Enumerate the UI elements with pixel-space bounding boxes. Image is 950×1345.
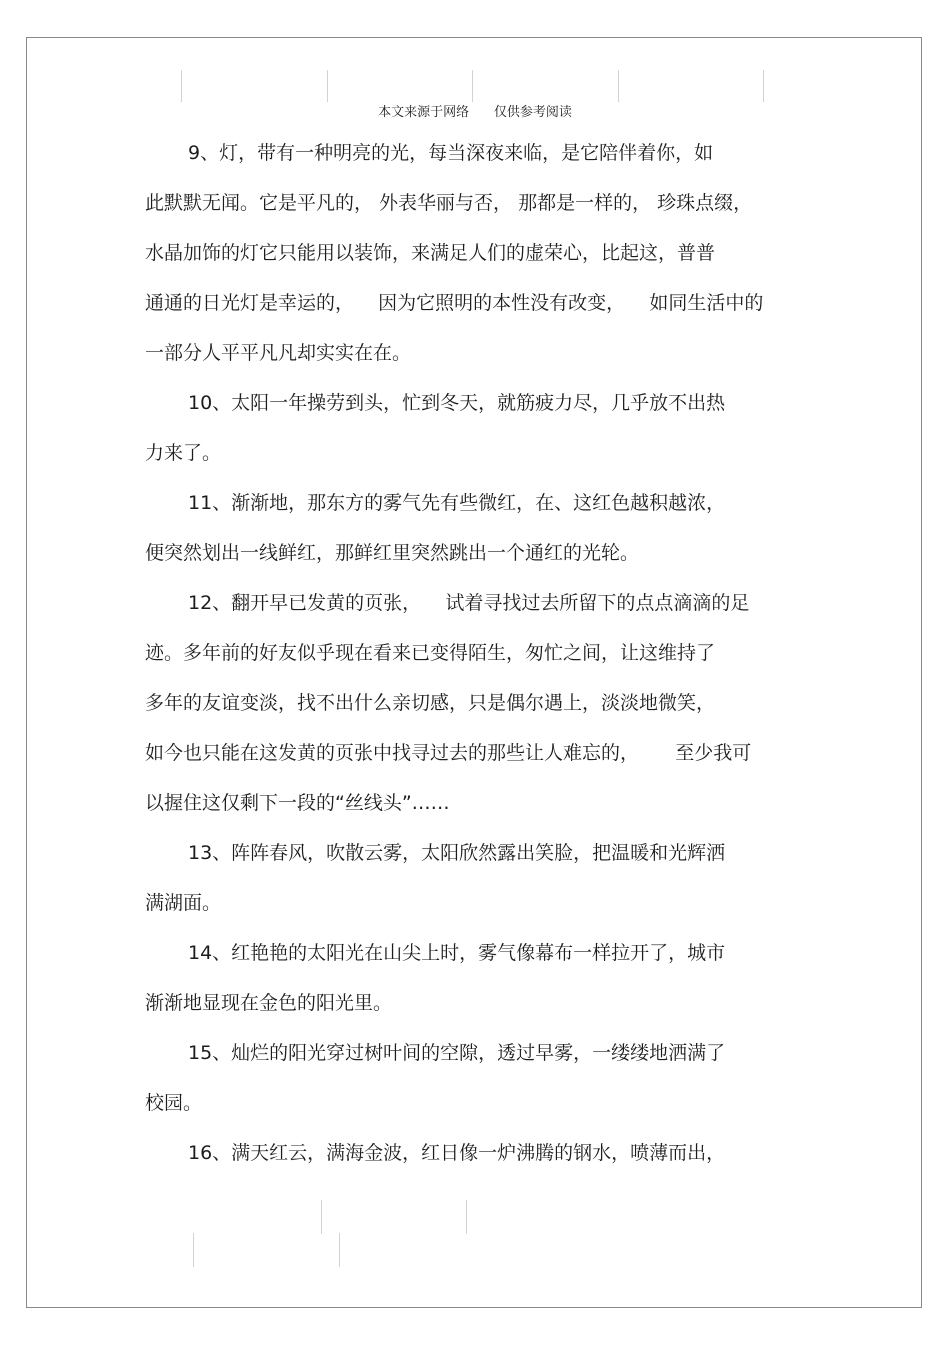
text-line: 14、红艳艳的太阳光在山尖上时，雾气像幕布一样拉开了，城市 — [188, 942, 726, 964]
document-body — [145, 128, 825, 1178]
top-tick-mark — [327, 70, 328, 102]
text-line: 此默默无闻。它是平凡的， 外表华丽与否， 那都是一样的， 珍珠点缀， — [145, 192, 753, 214]
text-line: 一部分人平平凡凡却实实在在。 — [145, 342, 412, 364]
text-line: 15、灿烂的阳光穿过树叶间的空隙，透过早雾，一缕缕地洒满了 — [188, 1042, 726, 1064]
text-line: 12、翻开早已发黄的页张， 试着寻找过去所留下的点点滴滴的足 — [188, 592, 750, 614]
text-line: 10、太阳一年操劳到头，忙到冬天，就筋疲力尽，几乎放不出热 — [188, 392, 726, 414]
top-tick-mark — [181, 70, 182, 102]
text-line: 迹。多年前的好友似乎现在看来已变得陌生，匆忙之间，让这维持了 — [145, 642, 716, 664]
text-line: 13、阵阵春风，吹散云雾，太阳欣然露出笑脸，把温暖和光辉洒 — [188, 842, 726, 864]
text-line: 如今也只能在这发黄的页张中找寻过去的那些让人难忘的， 至少我可 — [145, 742, 752, 764]
bottom-tick-mark — [466, 1200, 467, 1234]
source-note: 本文来源于网络 仅供参考阅读 — [378, 105, 572, 120]
text-line: 便突然划出一线鲜红，那鲜红里突然跳出一个通红的光轮。 — [145, 542, 640, 564]
top-tick-mark — [763, 70, 764, 102]
bottom-tick-mark — [321, 1200, 322, 1234]
text-line: 水晶加饰的灯它只能用以装饰，来满足人们的虚荣心，比起这，普普 — [145, 242, 716, 264]
text-line: 渐渐地显现在金色的阳光里。 — [145, 992, 393, 1014]
text-line: 满湖面。 — [145, 892, 222, 914]
bottom-tick-mark — [193, 1233, 194, 1267]
top-tick-mark — [618, 70, 619, 102]
text-line: 校园。 — [145, 1092, 203, 1114]
text-line: 11、渐渐地，那东方的雾气先有些微红，在、这红色越积越浓， — [188, 492, 726, 514]
text-line: 通通的日光灯是幸运的， 因为它照明的本性没有改变， 如同生活中的 — [145, 292, 764, 314]
text-line: 16、满天红云，满海金波，红日像一炉沸腾的钢水，喷薄而出， — [188, 1142, 726, 1164]
top-tick-mark — [472, 70, 473, 102]
text-line: 多年的友谊变淡，找不出什么亲切感，只是偶尔遇上，淡淡地微笑， — [145, 692, 716, 714]
bottom-tick-mark — [339, 1233, 340, 1267]
text-line: 以握住这仅剩下一段的“丝线头”…… — [145, 792, 450, 814]
text-line: 9、灯，带有一种明亮的光，每当深夜来临，是它陪伴着你，如 — [188, 142, 714, 164]
text-line: 力来了。 — [145, 442, 222, 464]
